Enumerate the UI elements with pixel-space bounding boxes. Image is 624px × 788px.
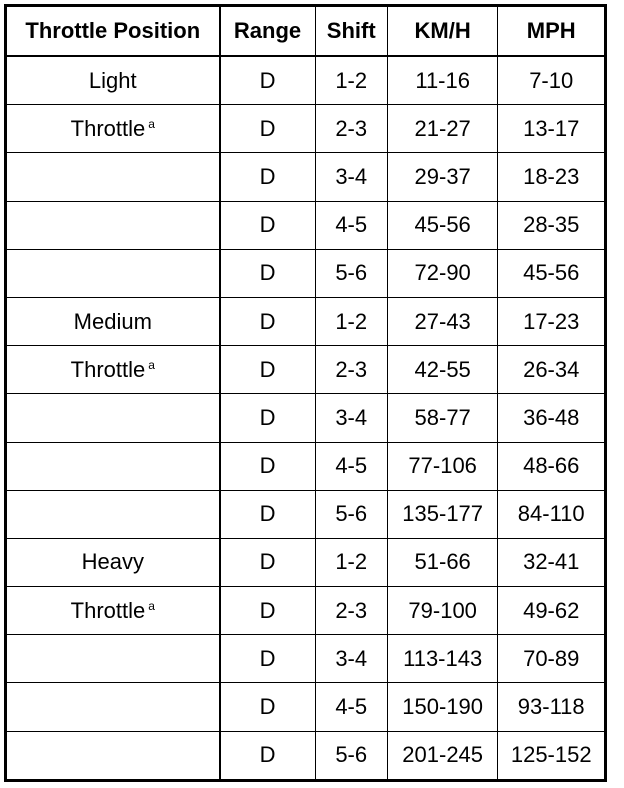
throttle-position-cell: [6, 346, 220, 394]
mph-cell: 18-23: [498, 153, 606, 201]
shift-cell: 3-4: [315, 394, 387, 442]
kmh-cell: 72-90: [387, 249, 498, 297]
range-cell: D: [220, 249, 315, 297]
kmh-cell: 29-37: [387, 153, 498, 201]
shift-speed-table: [4, 4, 607, 782]
table-header: [6, 6, 606, 57]
table-row: [6, 490, 606, 538]
mph-cell: 49-62: [498, 587, 606, 635]
throttle-position-cell: [6, 635, 220, 683]
table-row: [6, 587, 606, 635]
range-cell: D: [220, 490, 315, 538]
kmh-cell: 51-66: [387, 538, 498, 586]
table-row: [6, 297, 606, 345]
throttle-position-label: Throttle: [70, 597, 146, 623]
mph-cell: 48-66: [498, 442, 606, 490]
kmh-cell: 58-77: [387, 394, 498, 442]
table-row: [6, 683, 606, 731]
header-shift: Shift: [315, 6, 387, 57]
mph-cell: 84-110: [498, 490, 606, 538]
mph-cell: 32-41: [498, 538, 606, 586]
shift-cell: 2-3: [315, 587, 387, 635]
range-cell: D: [220, 105, 315, 153]
shift-cell: 5-6: [315, 731, 387, 780]
kmh-cell: 113-143: [387, 635, 498, 683]
footnote-marker: a: [148, 357, 155, 372]
table-row: [6, 394, 606, 442]
table-row: [6, 442, 606, 490]
table-row: [6, 201, 606, 249]
shift-cell: 3-4: [315, 153, 387, 201]
footnote-marker: a: [148, 116, 155, 131]
range-cell: D: [220, 201, 315, 249]
throttle-position-cell: [6, 538, 220, 586]
table-row: [6, 56, 606, 105]
kmh-cell: 21-27: [387, 105, 498, 153]
mph-cell: 13-17: [498, 105, 606, 153]
range-cell: D: [220, 635, 315, 683]
kmh-cell: 42-55: [387, 346, 498, 394]
shift-cell: 4-5: [315, 201, 387, 249]
range-cell: D: [220, 153, 315, 201]
shift-cell: 4-5: [315, 683, 387, 731]
shift-cell: 5-6: [315, 490, 387, 538]
throttle-position-label: Medium: [73, 308, 152, 334]
header-kmh: KM/H: [387, 6, 498, 57]
mph-cell: 17-23: [498, 297, 606, 345]
mph-cell: 45-56: [498, 249, 606, 297]
table-row: [6, 635, 606, 683]
range-cell: D: [220, 587, 315, 635]
throttle-position-cell: [6, 105, 220, 153]
shift-cell: 1-2: [315, 538, 387, 586]
range-cell: D: [220, 731, 315, 780]
shift-cell: 3-4: [315, 635, 387, 683]
mph-cell: 125-152: [498, 731, 606, 780]
throttle-position-cell: [6, 442, 220, 490]
kmh-cell: 77-106: [387, 442, 498, 490]
throttle-position-label: Throttle: [70, 115, 146, 141]
range-cell: D: [220, 297, 315, 345]
throttle-position-cell: [6, 249, 220, 297]
kmh-cell: 79-100: [387, 587, 498, 635]
throttle-position-cell: [6, 201, 220, 249]
throttle-position-cell: [6, 56, 220, 105]
throttle-position-cell: [6, 153, 220, 201]
throttle-position-label: Light: [88, 67, 137, 93]
range-cell: D: [220, 56, 315, 105]
mph-cell: 36-48: [498, 394, 606, 442]
range-cell: D: [220, 683, 315, 731]
mph-cell: 28-35: [498, 201, 606, 249]
header-row: [6, 6, 606, 57]
range-cell: D: [220, 346, 315, 394]
kmh-cell: 201-245: [387, 731, 498, 780]
header-throttle-position: Throttle Position: [6, 6, 220, 57]
throttle-position-label: Heavy: [81, 549, 144, 575]
shift-cell: 1-2: [315, 56, 387, 105]
range-cell: D: [220, 394, 315, 442]
mph-cell: 93-118: [498, 683, 606, 731]
table-row: [6, 731, 606, 780]
table-body: [6, 56, 606, 781]
shift-cell: 1-2: [315, 297, 387, 345]
throttle-position-cell: [6, 731, 220, 780]
shift-cell: 2-3: [315, 346, 387, 394]
shift-cell: 5-6: [315, 249, 387, 297]
throttle-position-cell: [6, 683, 220, 731]
mph-cell: 70-89: [498, 635, 606, 683]
kmh-cell: 135-177: [387, 490, 498, 538]
table-row: [6, 105, 606, 153]
shift-cell: 2-3: [315, 105, 387, 153]
range-cell: D: [220, 442, 315, 490]
mph-cell: 26-34: [498, 346, 606, 394]
mph-cell: 7-10: [498, 56, 606, 105]
kmh-cell: 150-190: [387, 683, 498, 731]
throttle-position-cell: [6, 490, 220, 538]
kmh-cell: 11-16: [387, 56, 498, 105]
throttle-position-cell: [6, 587, 220, 635]
header-range: Range: [220, 6, 315, 57]
table-row: [6, 249, 606, 297]
shift-cell: 4-5: [315, 442, 387, 490]
table-row: [6, 153, 606, 201]
table-row: [6, 346, 606, 394]
table-row: [6, 538, 606, 586]
range-cell: D: [220, 538, 315, 586]
header-mph: MPH: [498, 6, 606, 57]
throttle-position-label: Throttle: [70, 356, 146, 382]
throttle-position-cell: [6, 297, 220, 345]
throttle-position-cell: [6, 394, 220, 442]
kmh-cell: 27-43: [387, 297, 498, 345]
footnote-marker: a: [148, 598, 155, 613]
kmh-cell: 45-56: [387, 201, 498, 249]
